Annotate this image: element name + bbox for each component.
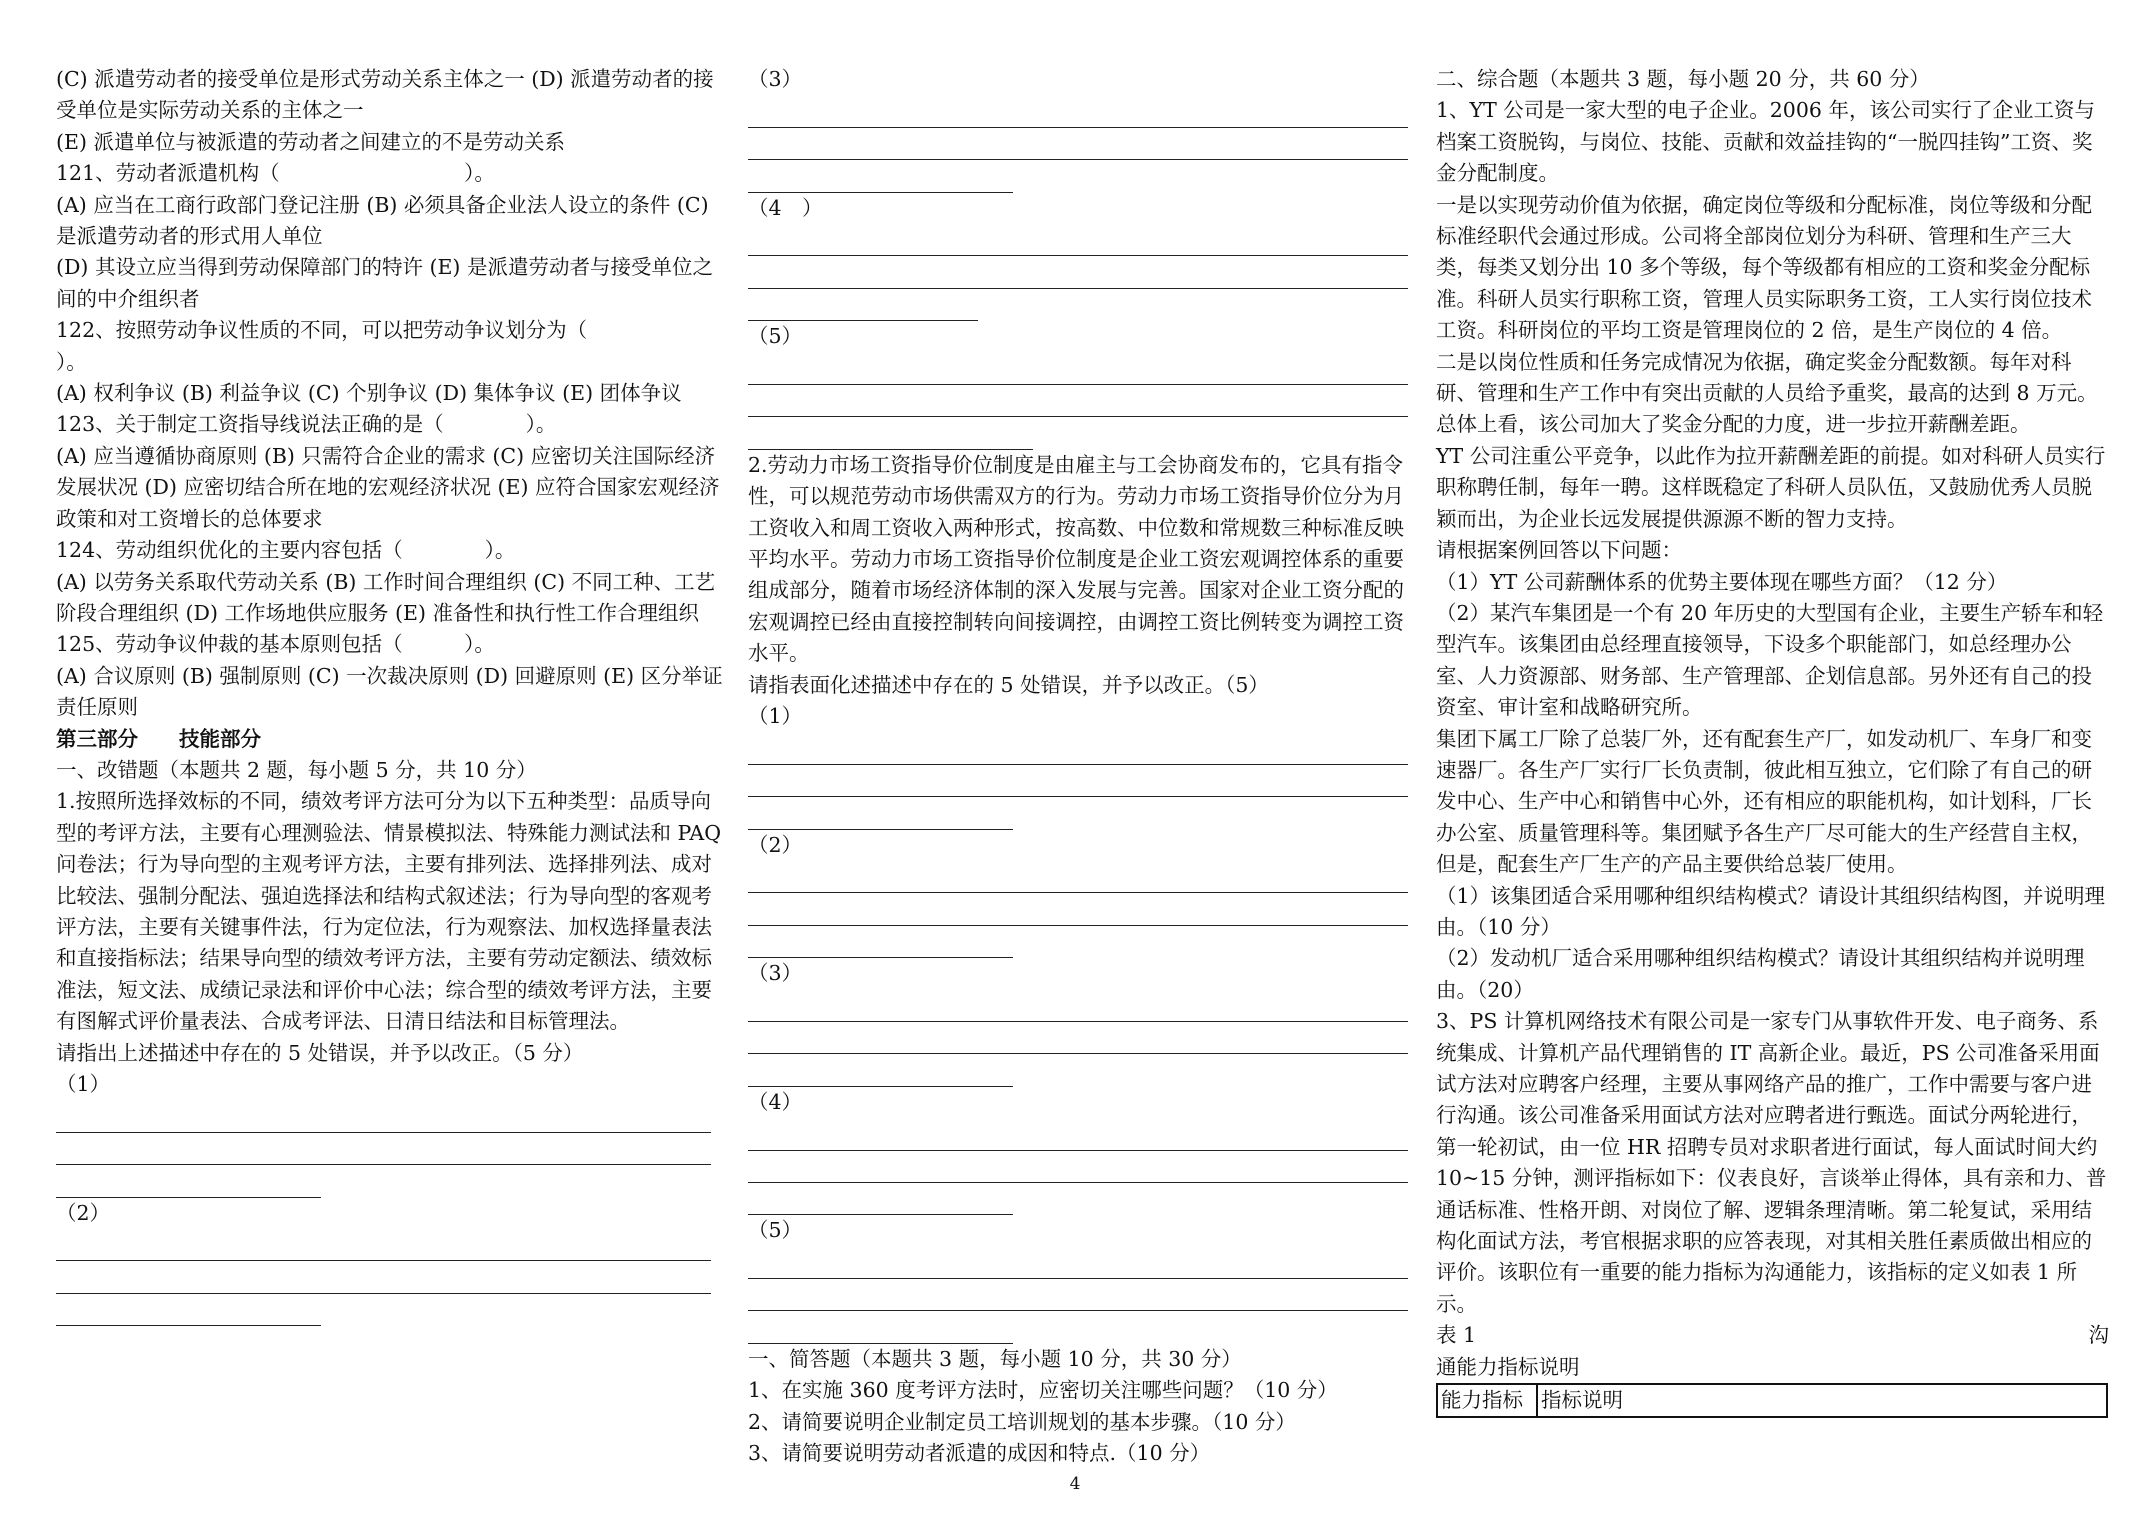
case-paragraph: （2）某汽车集团是一个有 20 年历史的大型国有企业，主要生产轿车和轻型汽车。该集团由总经理直接领导，下设多个职能部门，如总经理办公室、人力资源部、财务部、生产管理部、企划信息部。另外还有自己的投资室、审计室和战略研究所。: [1436, 600, 2104, 720]
answer-label-5: （5）: [748, 324, 803, 349]
short-question-3: 3、请简要说明劳动者派遣的成因和特点.（10 分）: [748, 1441, 1211, 1466]
answer-line[interactable]: [748, 128, 1408, 160]
answer-line[interactable]: [748, 1118, 1408, 1150]
answer-line[interactable]: [748, 95, 1408, 127]
case-question: （1）该集团适合采用哪种组织结构模式？请设计其组织结构图，并说明理由。（10 分）: [1436, 883, 2106, 939]
answer-line[interactable]: [56, 1261, 711, 1293]
question-122: 122、按照劳动争议性质的不同，可以把劳动争议划分为（ ）。: [56, 318, 711, 374]
question-125: 125、劳动争议仲裁的基本原则包括（ ）。: [56, 632, 495, 657]
table-caption: [1436, 1320, 2109, 1351]
answer-label-4: （4 ）: [748, 195, 823, 220]
answer-line[interactable]: [748, 256, 1408, 288]
option-line: (D) 其设立应当得到劳动保障部门的特许 (E) 是派遣劳动者与接受单位之间的中介组织者: [56, 255, 713, 311]
answer-line[interactable]: [748, 224, 1408, 256]
case-paragraph: 二是以岗位性质和任务完成情况为依据，确定奖金分配数额。每年对科研、管理和生产工作中有突出贡献的人员给予重奖，最高的达到 8 万元。总体上看，该公司加大了奖金分配的力度，进一步拉开薪酬差距。: [1436, 349, 2098, 437]
answer-line[interactable]: [748, 289, 978, 321]
case-paragraph: YT 公司注重公平竞争，以此作为拉开薪酬差距的前提。如对科研人员实行职称聘任制，每年一聘。这样既稳定了科研人员队伍，又鼓励优秀人员脱颖而出，为企业长远发展提供源源不断的智力支持。: [1436, 443, 2106, 531]
question-121: 121、劳动者派遣机构（ ）。: [56, 161, 495, 186]
option-line: (A) 合议原则 (B) 强制原则 (C) 一次裁决原则 (D) 回避原则 (E) 区分举证责任原则: [56, 663, 723, 720]
case-question: （2）发动机厂适合采用哪种组织结构模式？请设计其组织结构并说明理由。（20）: [1436, 946, 2085, 1002]
answer-line[interactable]: [748, 1183, 1013, 1215]
answer-line[interactable]: [748, 990, 1408, 1022]
answer-line[interactable]: [56, 1100, 711, 1132]
answer-line[interactable]: [748, 765, 1408, 797]
option-line: (E) 派遣单位与被派遣的劳动者之间建立的不是劳动关系: [56, 129, 565, 154]
question-2-prompt: 请指表面化述描述中存在的 5 处错误，并予以改正。（5）: [748, 672, 1269, 697]
answer-line[interactable]: [748, 732, 1408, 764]
page-number: 4: [1069, 1474, 1081, 1494]
answer-label-b3: （3）: [748, 961, 803, 986]
question-1-prompt: 请指出上述描述中存在的 5 处错误，并予以改正。（5 分）: [56, 1040, 584, 1065]
middle-column: [748, 64, 1413, 1470]
answer-line[interactable]: [748, 417, 1033, 449]
answer-label-b2: （2）: [748, 832, 803, 857]
short-question-1: 1、在实施 360 度考评方法时，应密切关注哪些问题？（10 分）: [748, 1378, 1338, 1403]
table-header-cell: 能力指标: [1437, 1384, 1537, 1417]
answer-line[interactable]: [56, 1294, 321, 1326]
answer-label-b5: （5）: [748, 1218, 803, 1243]
table-header-cell: 指标说明: [1537, 1384, 2107, 1417]
option-line: (A) 权利争议 (B) 利益争议 (C) 个别争议 (D) 集体争议 (E) 团体争议: [56, 381, 682, 406]
answer-line[interactable]: [56, 1165, 321, 1197]
case-prompt: 请根据案例回答以下问题：: [1436, 538, 1682, 563]
right-column: [1436, 64, 2109, 1418]
answer-line[interactable]: [748, 1022, 1408, 1054]
section-title-comprehensive: 二、综合题（本题共 3 题，每小题 20 分，共 60 分）: [1436, 67, 1930, 91]
answer-label-b4: （4）: [748, 1089, 803, 1114]
answer-line[interactable]: [748, 797, 1013, 829]
section-title-correction: 一、改错题（本题共 2 题，每小题 5 分，共 10 分）: [56, 757, 537, 782]
answer-line[interactable]: [748, 353, 1408, 385]
answer-line[interactable]: [748, 160, 1013, 192]
section-title-short-answer: 一、简答题（本题共 3 题，每小题 10 分，共 30 分）: [748, 1346, 1242, 1371]
left-column: [56, 64, 728, 1326]
answer-label-2: （2）: [56, 1200, 111, 1225]
question-123: 123、关于制定工资指导线说法正确的是（ ）。: [56, 412, 557, 437]
answer-label-3: （3）: [748, 67, 803, 91]
table-caption-continued: 通能力指标说明: [1436, 1354, 1580, 1379]
answer-line[interactable]: [748, 861, 1408, 893]
table-caption-left: 表 1: [1436, 1323, 1477, 1348]
part3-title: 第三部分 技能部分: [56, 726, 261, 751]
answer-line[interactable]: [748, 893, 1408, 925]
answer-line[interactable]: [748, 926, 1013, 958]
answer-line[interactable]: [748, 1311, 1013, 1343]
option-line: (A) 应当在工商行政部门登记注册 (B) 必须具备企业法人设立的条件 (C) 是派遣劳动者的形式用人单位: [56, 192, 709, 249]
table-header-row: [1437, 1384, 2107, 1417]
answer-line[interactable]: [748, 1054, 1013, 1086]
short-question-2: 2、请简要说明企业制定员工培训规划的基本步骤。（10 分）: [748, 1409, 1296, 1434]
ability-table: [1436, 1383, 2108, 1418]
answer-line[interactable]: [748, 385, 1408, 417]
case-question: （1）YT 公司薪酬体系的优势主要体现在哪些方面？（12 分）: [1436, 569, 2008, 594]
answer-line[interactable]: [56, 1229, 711, 1261]
answer-line[interactable]: [748, 1279, 1408, 1311]
option-line: (A) 应当遵循协商原则 (B) 只需符合企业的需求 (C) 应密切关注国际经济发展状况 (D) 应密切结合所在地的宏观经济状况 (E) 应符合国家宏观经济政策和对工资增长的总体要求: [56, 443, 720, 531]
question-124: 124、劳动组织优化的主要内容包括（ ）。: [56, 538, 516, 563]
case-paragraph: 1、YT 公司是一家大型的电子企业。2006 年，该公司实行了企业工资与档案工资脱钩，与岗位、技能、贡献和效益挂钩的“一脱四挂钩”工资、奖金分配制度。: [1436, 98, 2095, 186]
question-1-text: 1.按照所选择效标的不同，绩效考评方法可分为以下五种类型：品质导向型的考评方法，主要有心理测验法、情景模拟法、特殊能力测试法和 PAQ 问卷法；行为导向型的主观考评方法，主要有排列法、选择排列法、成对比较法、强制分配法、强迫选择法和结构式叙述法；行为导向型的客观考评方法，主要有关键事件法，行为定位法，行为观察法、加权选择量表法和直接指标法；结果导向型的绩效考评方法，主要有劳动定额法、绩效标准法，短文法、成绩记录法和评价中心法；综合型的绩效考评方法，主要有图解式评价量表法、合成考评法、日清日结法和目标管理法。: [56, 789, 722, 1034]
case-paragraph: 集团下属工厂除了总装厂外，还有配套生产厂，如发动机厂、车身厂和变速器厂。各生产厂实行厂长负责制，彼此相互独立，它们除了有自己的研发中心、生产中心和销售中心外，还有相应的职能机构，如计划科，厂长办公室、质量管理科等。集团赋予各生产厂尽可能大的生产经营自主权，但是，配套生产厂生产的产品主要供给总装厂使用。: [1436, 726, 2092, 877]
answer-label-1: （1）: [56, 1072, 111, 1096]
case-paragraph: 3、PS 计算机网络技术有限公司是一家专门从事软件开发、电子商务、系统集成、计算机产品代理销售的 IT 高新企业。最近，PS 公司准备采用面试方法对应聘客户经理，主要从事网络产品的推广，工作中需要与客户进行沟通。该公司准备采用面试方法对应聘者进行甄选。面试分两轮进行，第一轮初试，由一位 HR 招聘专员对求职者进行面试，每人面试时间大约 10~15 分钟，测评指标如下：仪表良好，言谈举止得体，具有亲和力、普通话标准、性格开朗、对岗位了解、逻辑条理清晰。第二轮复试，采用结构化面试方法，考官根据求职的应答表现，对其相关胜任素质做出相应的评价。该职位有一重要的能力指标为沟通能力，该指标的定义如表 1 所示。: [1436, 1009, 2107, 1316]
answer-line[interactable]: [748, 1151, 1408, 1183]
table-caption-right: 沟: [2088, 1323, 2109, 1348]
option-line: (C) 派遣劳动者的接受单位是形式劳动关系主体之一 (D) 派遣劳动者的接受单位是实际劳动关系的主体之一: [56, 67, 714, 123]
option-line: (A) 以劳务关系取代劳动关系 (B) 工作时间合理组织 (C) 不同工种、工艺阶段合理组织 (D) 工作场地供应服务 (E) 准备性和执行性工作合理组织: [56, 569, 716, 625]
question-2-text: 2.劳动力市场工资指导价位制度是由雇主与工会协商发布的，它具有指令性，可以规范劳动市场供需双方的行为。劳动力市场工资指导价位分为月工资收入和周工资收入两种形式，按高数、中位数和常规数三种标准反映平均水平。劳动力市场工资指导价位制度是企业工资宏观调控体系的重要组成部分，随着市场经济体制的深入发展与完善。国家对企业工资分配的宏观调控已经由直接控制转向间接调控，由调控工资比例转变为调控工资水平。: [748, 452, 1404, 666]
answer-line[interactable]: [748, 1247, 1408, 1279]
answer-line[interactable]: [56, 1133, 711, 1165]
answer-label-b1: （1）: [748, 703, 803, 728]
case-paragraph: 一是以实现劳动价值为依据，确定岗位等级和分配标准，岗位等级和分配标准经职代会通过形成。公司将全部岗位划分为科研、管理和生产三大类，每类又划分出 10 多个等级，每个等级都有相应的工资和奖金分配标准。科研人员实行职称工资，管理人员实际职务工资，工人实行岗位技术工资。科研岗位的平均工资是管理岗位的 2 倍，是生产岗位的 4 倍。: [1436, 192, 2092, 343]
